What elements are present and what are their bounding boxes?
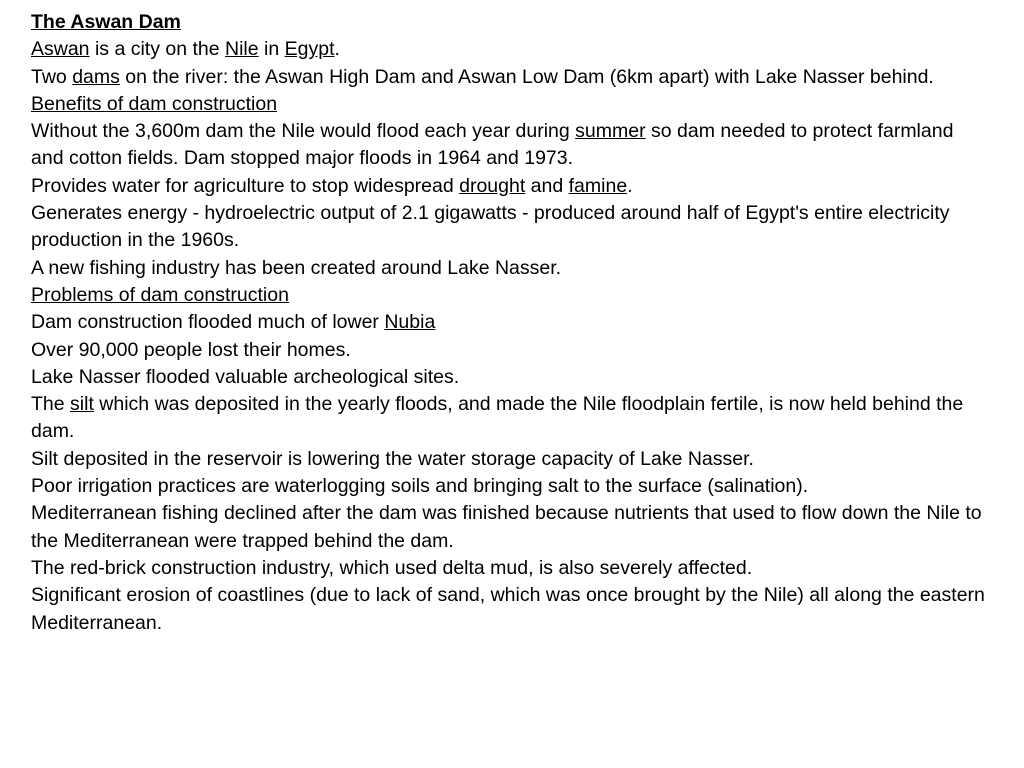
problem-paragraph-8: The red-brick construction industry, which used delta mud, is also severely affected. [31, 556, 753, 579]
problem-paragraph-5: Silt deposited in the reservoir is lowering the water storage capacity of Lake Nasser. [31, 447, 754, 470]
intro-text-1a: is a city on the [89, 38, 226, 61]
benefit-1-text-b: so dam needed to protect farmland and cotton fields. Dam stopped major floods in 1964 and 1973. [31, 120, 954, 170]
benefit-1-text-a: Without the 3,600m dam the Nile would flood each year during [31, 120, 576, 143]
benefit-paragraph-4: A new fishing industry has been created around Lake Nasser. [31, 256, 562, 279]
benefit-2-text-c: . [627, 174, 633, 197]
title-text: The Aswan Dam [31, 11, 181, 33]
intro-text-2a: Two [31, 65, 73, 88]
problem-paragraph-3: Lake Nasser flooded valuable archeological sites. [31, 365, 460, 388]
problems-heading [31, 282, 991, 309]
link-famine[interactable]: famine [568, 174, 628, 197]
benefit-paragraph-2 [31, 173, 991, 200]
intro-text-2b: on the river: the Aswan High Dam and Aswan Low Dam (6km apart) with Lake Nasser behind. [119, 65, 934, 88]
problem-paragraph-7: Mediterranean fishing declined after the dam was finished because nutrients that used to flow down the Nile to the Mediterranean were trapped behind the dam. [31, 502, 982, 552]
problem-4-text-a: The [31, 393, 71, 416]
problem-paragraph-2: Over 90,000 people lost their homes. [31, 338, 351, 361]
problem-paragraph-9: Significant erosion of coastlines (due to lack of sand, which was once brought by the Nile) all along the eastern Mediterranean. [31, 584, 985, 634]
intro-text-1b: in [258, 38, 285, 61]
link-nubia[interactable]: Nubia [384, 311, 436, 334]
problem-1-text-a: Dam construction flooded much of lower [31, 311, 385, 334]
benefits-heading-text: Benefits of dam construction [31, 92, 278, 115]
intro-paragraph-2 [31, 64, 991, 91]
page-title [31, 9, 991, 36]
link-egypt[interactable]: Egypt [284, 38, 335, 61]
intro-paragraph-1 [31, 36, 991, 63]
problem-paragraph-6: Poor irrigation practices are waterlogging soils and bringing salt to the surface (salination). [31, 475, 809, 498]
benefit-paragraph-1 [31, 118, 991, 173]
problem-paragraph-4 [31, 391, 991, 446]
problems-heading-text: Problems of dam construction [31, 283, 289, 306]
problem-4-text-b: which was deposited in the yearly floods, and made the Nile floodplain fertile, is now held behind the dam. [31, 393, 964, 443]
link-drought[interactable]: drought [459, 174, 526, 197]
problem-paragraph-1 [31, 309, 991, 336]
benefits-heading [31, 91, 991, 118]
link-nile[interactable]: Nile [225, 38, 259, 61]
link-aswan[interactable]: Aswan [31, 38, 90, 61]
intro-text-1c: . [334, 38, 340, 61]
link-summer[interactable]: summer [575, 120, 646, 143]
benefit-paragraph-3: Generates energy - hydroelectric output of 2.1 gigawatts - produced around half of Egypt's entire electricity production in the 1960s. [31, 202, 950, 252]
link-silt[interactable]: silt [70, 393, 94, 416]
benefit-2-text-a: Provides water for agriculture to stop widespread [31, 174, 460, 197]
link-dams[interactable]: dams [72, 65, 120, 88]
benefit-2-text-b: and [525, 174, 569, 197]
document-body [31, 9, 991, 637]
